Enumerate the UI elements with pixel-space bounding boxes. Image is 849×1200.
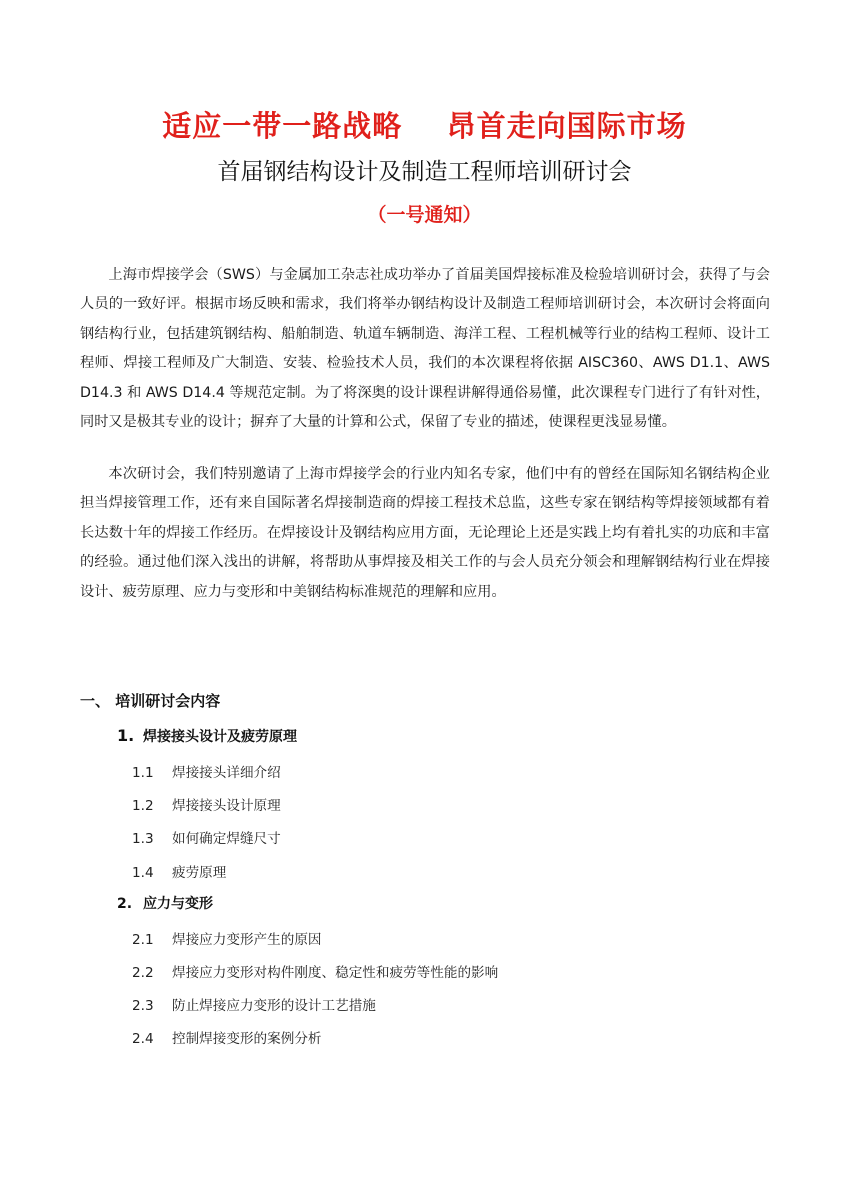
item-text: 控制焊接变形的案例分析 <box>172 1031 322 1047</box>
list-item <box>132 794 281 814</box>
subsection-number: 2. <box>117 896 133 912</box>
item-number: 1.2 <box>132 798 154 814</box>
item-text: 焊接接头设计原理 <box>172 798 281 814</box>
subsection-heading-2 <box>117 893 213 913</box>
list-item <box>132 827 281 847</box>
item-number: 2.3 <box>132 998 154 1014</box>
list-item <box>132 1027 322 1047</box>
intro-paragraph-2: 本次研讨会，我们特别邀请了上海市焊接学会的行业内知名专家，他们中有的曾经在国际知名钢结构企业担当焊接管理工作，还有来自国际著名焊接制造商的焊接工程技术总监，这些专家在钢结构等焊接领域都有着长达数十年的焊接工作经历。在焊接设计及钢结构应用方面，无论理论上还是实践上均有着扎实的功底和丰富的经验。通过他们深入浅出的讲解，将帮助从事焊接及相关工作的与会人员充分领会和理解钢结构行业在焊接设计、疲劳原理、应力与变形和中美钢结构标准规范的理解和应用。 <box>80 466 770 600</box>
subsection-title: 应力与变形 <box>143 896 213 912</box>
intro-paragraph-1: 上海市焊接学会（SWS）与金属加工杂志社成功举办了首届美国焊接标准及检验培训研讨会，获得了与会人员的一致好评。根据市场反映和需求，我们将举办钢结构设计及制造工程师培训研讨会，本次研讨会将面向钢结构行业，包括建筑钢结构、船舶制造、轨道车辆制造、海洋工程、工程机械等行业的结构工程师、设计工程师、焊接工程师及广大制造、安装、检验技术人员，我们的本次课程将依据 AISC360、AWS D1.1、AWS D14.3 和 AWS D14.4 等规范定制。为了将深奥的设计课程讲解得通俗易懂，此次课程专门进行了有针对性，同时又是极其专业的设计；摒弃了大量的计算和公式，保留了专业的描述，使课程更浅显易懂。 <box>80 267 770 431</box>
subsection-number: 1. <box>117 726 135 745</box>
item-number: 1.3 <box>132 831 154 847</box>
main-title: 适应一带一路战略 昂首走向国际市场 <box>162 109 687 143</box>
notice-label: （一号通知） <box>367 204 482 226</box>
list-item <box>132 961 498 981</box>
section-heading-content: 一、 培训研讨会内容 <box>80 692 221 710</box>
item-number: 2.2 <box>132 965 154 981</box>
item-text: 防止焊接应力变形的设计工艺措施 <box>172 998 376 1014</box>
item-number: 2.4 <box>132 1031 154 1047</box>
item-text: 焊接接头详细介绍 <box>172 765 281 781</box>
item-number: 1.4 <box>132 865 154 881</box>
list-item <box>132 994 376 1014</box>
list-item <box>132 928 322 948</box>
item-text: 如何确定焊缝尺寸 <box>172 831 281 847</box>
subtitle: 首届钢结构设计及制造工程师培训研讨会 <box>217 159 632 185</box>
subsection-title: 焊接接头设计及疲劳原理 <box>143 729 297 745</box>
item-number: 1.1 <box>132 765 154 781</box>
subsection-heading-1 <box>117 726 297 746</box>
item-text: 焊接应力变形对构件刚度、稳定性和疲劳等性能的影响 <box>172 965 499 981</box>
list-item <box>132 761 281 781</box>
item-text: 疲劳原理 <box>172 865 227 881</box>
list-item <box>132 861 226 881</box>
item-text: 焊接应力变形产生的原因 <box>172 932 322 948</box>
item-number: 2.1 <box>132 932 154 948</box>
